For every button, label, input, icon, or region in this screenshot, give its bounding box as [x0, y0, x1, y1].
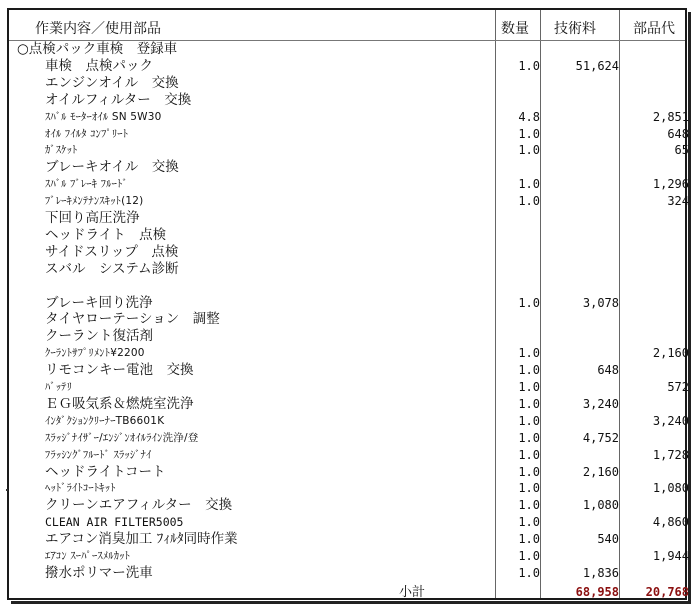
- table-row: [9, 109, 689, 126]
- item-description: 撥水ポリマー洗車: [45, 564, 153, 581]
- item-qty: 1.0: [518, 430, 540, 445]
- estimate-table: [7, 8, 687, 600]
- subtotal-label: 小計: [399, 584, 426, 600]
- item-qty: 1.0: [518, 177, 540, 192]
- item-qty: 1.0: [518, 565, 540, 580]
- item-labor: 648: [597, 363, 619, 378]
- table-row: [9, 565, 685, 582]
- item-qty: 1.0: [518, 380, 540, 394]
- item-parts: 65: [674, 143, 689, 158]
- table-row: [9, 210, 685, 227]
- item-labor: 1,080: [582, 498, 619, 513]
- item-parts: 324: [667, 194, 689, 209]
- subtotal-parts: 20,768: [645, 584, 689, 599]
- item-qty: 4.8: [518, 109, 540, 124]
- item-qty: 1.0: [518, 464, 540, 479]
- item-qty: 1.0: [518, 396, 540, 411]
- item-description: ﾍｯﾄﾞﾗｲﾄｺｰﾄｷｯﾄ: [45, 482, 116, 495]
- table-row: [9, 497, 685, 514]
- item-description: クリーンエアフィルター 交換: [45, 497, 233, 514]
- item-qty: 1.0: [518, 143, 540, 158]
- item-labor: 1,836: [582, 565, 619, 580]
- header-qty: 数量: [501, 21, 529, 37]
- subtotal-labor: 68,958: [575, 584, 619, 599]
- table-row: [9, 328, 685, 345]
- table-row: [9, 345, 689, 362]
- table-row: [9, 75, 685, 92]
- table-row: [9, 193, 689, 210]
- scan-speck: [6, 489, 8, 491]
- table-row: [9, 464, 685, 481]
- table-row: [9, 295, 685, 312]
- table-row: [9, 176, 689, 193]
- item-parts: 648: [667, 126, 689, 141]
- item-description: ｽﾊﾞﾙ ﾌﾞﾚｰｷ ﾌﾙｰﾄﾞ: [45, 178, 128, 191]
- item-qty: 1.0: [518, 363, 540, 378]
- item-description: エンジンオイル 交換: [45, 74, 179, 91]
- item-qty: 1.0: [518, 481, 540, 496]
- item-description: ｸｰﾗﾝﾄｻﾌﾟﾘﾒﾝﾄ¥2200: [45, 347, 145, 360]
- item-description: ｽﾊﾞﾙ ﾓｰﾀｰｵｲﾙ SN 5W30: [45, 110, 162, 123]
- subtotal-row: [9, 584, 689, 601]
- item-parts: 1,080: [652, 481, 689, 496]
- item-labor: 540: [597, 532, 619, 547]
- item-description: ﾌﾞﾚｰｷﾒﾝﾃﾅﾝｽｷｯﾄ(12): [45, 195, 144, 208]
- item-description: クーラント復活剤: [45, 328, 153, 345]
- table-row: [9, 261, 685, 278]
- item-description: ﾊﾞｯﾃﾘ: [45, 381, 73, 393]
- table-row: [9, 480, 689, 497]
- item-parts: 3,240: [652, 413, 689, 428]
- item-description: 車検 点検パック: [45, 57, 153, 74]
- item-description: CLEAN AIR FILTER5005: [45, 515, 184, 530]
- table-row: [9, 548, 689, 565]
- item-labor: 2,160: [582, 464, 619, 479]
- item-qty: 1.0: [518, 58, 540, 73]
- table-row: [9, 379, 689, 396]
- item-parts: 1,728: [652, 447, 689, 462]
- item-qty: 1.0: [518, 126, 540, 141]
- item-qty: 1.0: [518, 295, 540, 310]
- item-parts: 572: [667, 380, 689, 394]
- item-parts: 2,851: [652, 109, 689, 124]
- item-qty: 1.0: [518, 346, 540, 361]
- item-description: オイルフィルター 交換: [45, 91, 192, 108]
- item-qty: 1.0: [518, 532, 540, 547]
- item-description: ブレーキオイル 交換: [45, 159, 179, 176]
- table-row: [9, 126, 689, 143]
- item-description: タイヤローテーション 調整: [45, 311, 220, 328]
- item-description: サイドスリップ 点検: [45, 243, 179, 260]
- item-qty: 1.0: [518, 447, 540, 462]
- item-description: ブレーキ回り洗浄: [45, 294, 153, 311]
- item-description: ヘッドライトコート: [45, 463, 166, 480]
- table-row: [9, 514, 689, 531]
- table-row: [9, 430, 685, 447]
- item-description: ＥＧ吸気系＆燃焼室洗浄: [45, 395, 194, 412]
- header-content: 作業内容／使用部品: [35, 21, 161, 37]
- table-row: [9, 244, 685, 261]
- item-labor: 3,240: [582, 396, 619, 411]
- table-row: [9, 278, 685, 295]
- item-parts: 2,160: [652, 346, 689, 361]
- item-description: ﾌﾗｯｼﾝｸﾞﾌﾙｰﾄﾞ ｽﾗｯｼﾞﾅｲ: [45, 448, 152, 461]
- table-row: [9, 227, 685, 244]
- table-row: [9, 413, 689, 430]
- table-row: [9, 142, 689, 159]
- item-description: ｲﾝﾀﾞｸｼｮﾝｸﾘｰﾅｰTB6601K: [45, 414, 165, 427]
- item-parts: 4,860: [652, 515, 689, 530]
- header-parts: 部品代: [633, 21, 675, 37]
- item-description: ｴｱｺﾝ ｽｰﾊﾟｰｽﾒﾙｶｯﾄ: [45, 550, 131, 562]
- item-qty: 1.0: [518, 413, 540, 428]
- table-row: [9, 396, 685, 413]
- item-description: ｵｲﾙ ﾌｲﾙﾀ ｺﾝﾌﾟﾘｰﾄ: [45, 127, 129, 140]
- table-row: [9, 531, 685, 548]
- item-description: ○点検パック車検 登録車: [17, 41, 178, 57]
- item-description: エアコン消臭加工 ﾌｨﾙﾀ同時作業: [45, 531, 238, 548]
- item-labor: 3,078: [582, 295, 619, 310]
- item-parts: 1,296: [652, 177, 689, 192]
- table-row: [9, 41, 685, 58]
- table-row: [9, 159, 685, 176]
- item-qty: 1.0: [518, 194, 540, 209]
- item-labor: 4,752: [582, 430, 619, 445]
- table-row: [9, 311, 685, 328]
- item-parts: 1,944: [652, 549, 689, 563]
- item-description: ヘッドライト 点検: [45, 226, 167, 243]
- table-row: [9, 58, 685, 75]
- item-qty: 1.0: [518, 498, 540, 513]
- header-labor: 技術料: [554, 21, 596, 37]
- table-row: [9, 362, 685, 379]
- item-description: スバル システム診断: [45, 260, 179, 277]
- table-row: [9, 447, 689, 464]
- item-description: リモコンキー電池 交換: [45, 362, 194, 379]
- item-description: ｽﾗｯｼﾞﾅｲｻﾞｰ/ｴﾝｼﾞﾝｵｲﾙﾗｲﾝ洗浄/登: [45, 431, 199, 444]
- item-qty: 1.0: [518, 515, 540, 530]
- item-labor: 51,624: [575, 58, 619, 73]
- item-description: 下回り高圧洗浄: [45, 210, 140, 226]
- table-row: [9, 92, 685, 109]
- item-description: ｶﾞｽｹｯﾄ: [45, 144, 78, 157]
- item-qty: 1.0: [518, 549, 540, 563]
